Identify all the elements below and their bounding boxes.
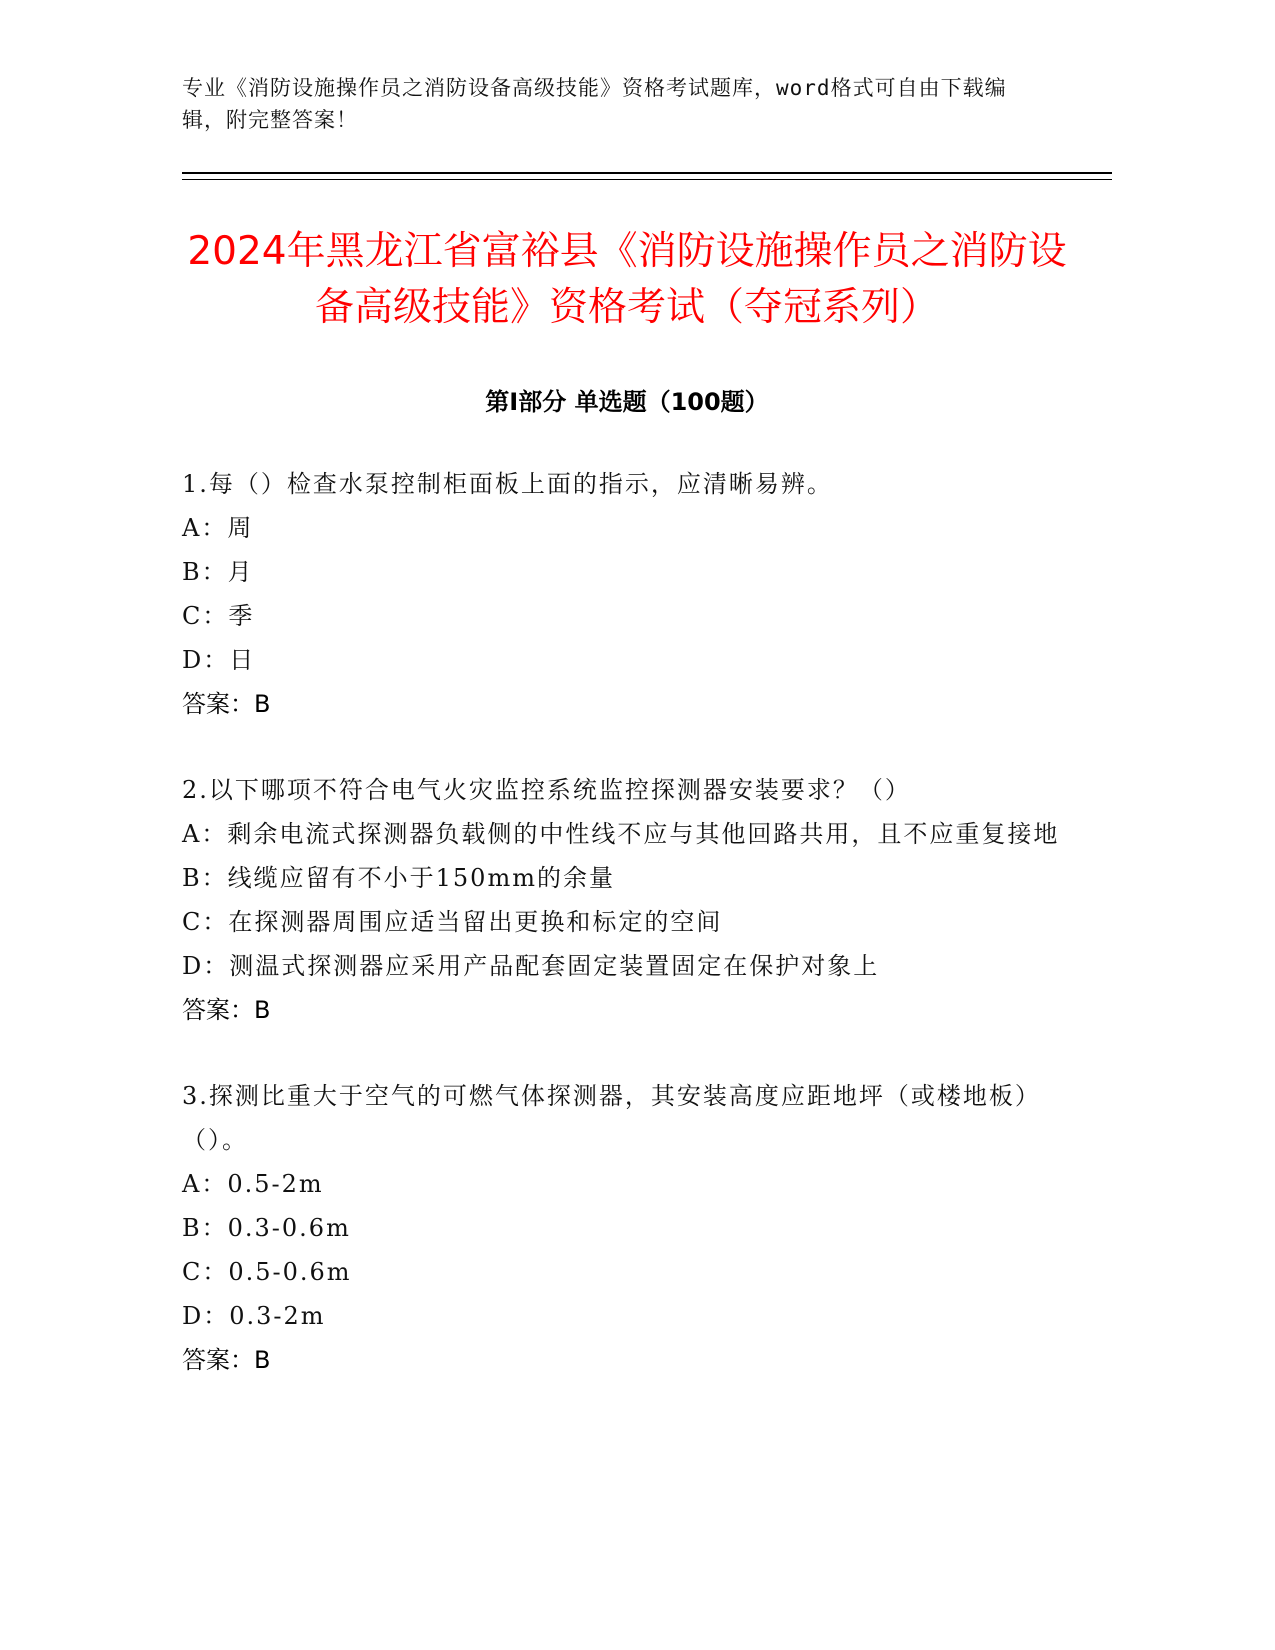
- document-title: 2024年黑龙江省富裕县《消防设施操作员之消防设备高级技能》资格考试（夺冠系列）: [187, 229, 1067, 330]
- header-divider-thin: [182, 179, 1112, 180]
- header-divider-thick: [182, 172, 1112, 174]
- option-d: D：0.3-2m: [182, 1302, 326, 1330]
- option-a: A：剩余电流式探测器负载侧的中性线不应与其他回路共用，且不应重复接地: [182, 820, 1060, 848]
- option-b: B：0.3-0.6m: [182, 1214, 351, 1242]
- option-c: C：0.5-0.6m: [182, 1258, 352, 1286]
- answer: 答案：B: [182, 690, 271, 718]
- option-b: B：线缆应留有不小于150mm的余量: [182, 864, 615, 892]
- question-3: [182, 1074, 1062, 1382]
- answer: 答案：B: [182, 996, 271, 1024]
- question-stem: 1.每（）检查水泵控制柜面板上面的指示，应清晰易辨。: [182, 470, 833, 498]
- question-2: [182, 768, 1062, 1032]
- option-a: A：周: [182, 514, 254, 542]
- option-a: A：0.5-2m: [182, 1170, 324, 1198]
- option-c: C：季: [182, 602, 255, 630]
- question-stem: 3.探测比重大于空气的可燃气体探测器，其安装高度应距地坪（或楼地板）（）。: [182, 1082, 1041, 1154]
- question-list: [182, 462, 1062, 1424]
- question-stem: 2.以下哪项不符合电气火灾监控系统监控探测器安装要求？（）: [182, 776, 911, 804]
- option-d: D：日: [182, 646, 256, 674]
- header-note: 专业《消防设施操作员之消防设备高级技能》资格考试题库，word格式可自由下载编辑，附完整答案！: [182, 76, 1007, 132]
- option-d: D：测温式探测器应采用产品配套固定装置固定在保护对象上: [182, 952, 880, 980]
- question-1: [182, 462, 1062, 726]
- option-c: C：在探测器周围应适当留出更换和标定的空间: [182, 908, 723, 936]
- option-b: B：月: [182, 558, 254, 586]
- answer: 答案：B: [182, 1346, 271, 1374]
- section-title: 第Ⅰ部分 单选题（100题）: [485, 388, 769, 416]
